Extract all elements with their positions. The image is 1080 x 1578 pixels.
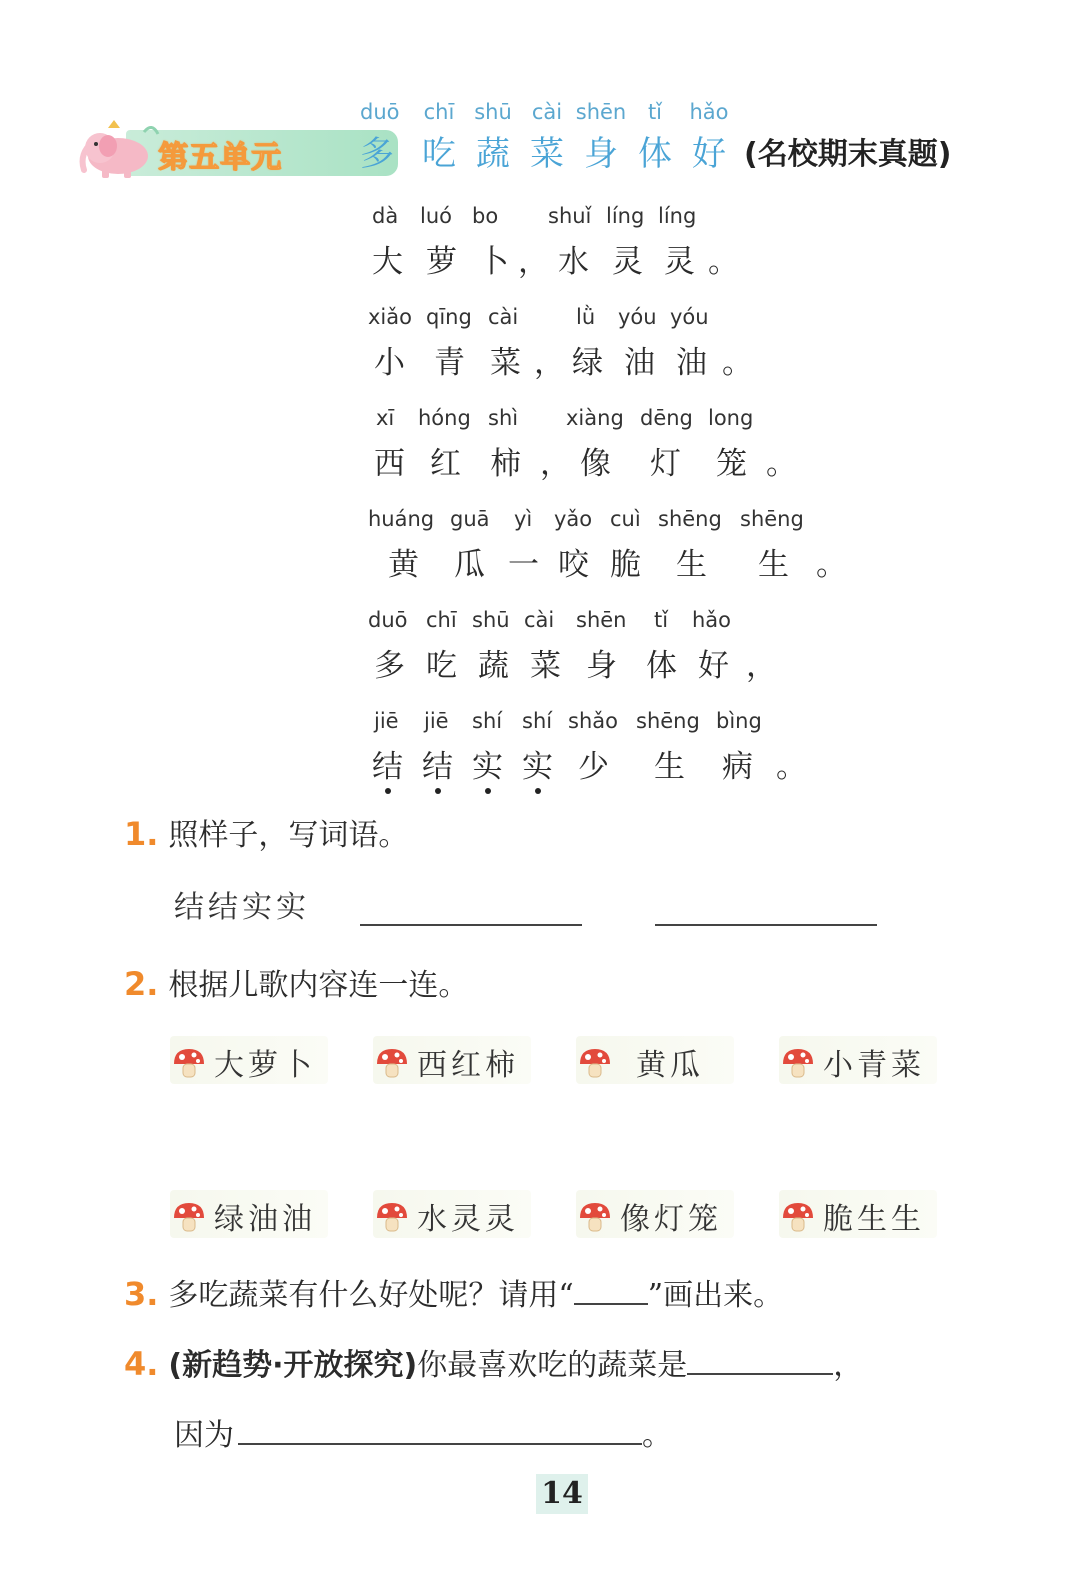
poem-char: 病	[722, 749, 753, 785]
poem-punctuation: ，	[540, 446, 571, 482]
poem-characters-row	[368, 640, 828, 684]
pinyin-syllable: yóu	[670, 305, 709, 329]
poem-punctuation: 。	[766, 446, 797, 482]
poem-char: 菜	[530, 648, 561, 684]
card-label: 绿油油	[214, 1202, 316, 1237]
vegetable-card[interactable]	[576, 1036, 734, 1084]
pinyin-syllable: líng	[658, 204, 697, 228]
poem-punctuation: ，	[518, 244, 549, 280]
pinyin-syllable: xiǎo	[368, 305, 412, 329]
question-tag: (新趋势·开放探究)	[168, 1348, 418, 1383]
poem-punctuation: ，	[534, 345, 565, 381]
title-char: 多	[360, 134, 394, 174]
poem-char: 萝	[426, 244, 457, 280]
pinyin-syllable: shǎo	[568, 709, 618, 733]
poem-char: 油	[676, 345, 707, 381]
pinyin-syllable: yì	[514, 507, 533, 531]
card-label: 小青菜	[823, 1048, 925, 1083]
poem-char: 脆	[610, 547, 641, 583]
poem-char: 菜	[490, 345, 521, 381]
mushroom-icon	[781, 1046, 815, 1080]
pinyin-syllable: shí	[472, 709, 503, 733]
poem-char: 绿	[572, 345, 603, 381]
poem-char: 瓜	[454, 547, 485, 583]
poem-char: 吃	[426, 648, 457, 684]
title-char: 吃	[422, 134, 456, 174]
poem-char: 一	[508, 547, 539, 583]
poem-char: 生	[676, 547, 707, 583]
poem-char: 油	[624, 345, 655, 381]
poem-char: 像	[580, 446, 611, 482]
poem-punctuation: 。	[722, 345, 753, 381]
title-source-tag: (名校期末真题)	[744, 136, 952, 172]
question-text: 你最喜欢吃的蔬菜是	[417, 1348, 688, 1383]
example-word: 结结实实	[174, 890, 310, 925]
card-label: 西红柿	[417, 1048, 519, 1083]
emphasis-dot	[485, 788, 491, 794]
emphasis-dot	[435, 788, 441, 794]
question-text: 因为	[174, 1418, 234, 1453]
poem-char: 灵	[664, 244, 695, 280]
poem-pinyin-row	[368, 406, 828, 434]
page-number: 14	[536, 1474, 588, 1514]
pinyin-syllable: shū	[472, 608, 510, 632]
poem-pinyin-row	[368, 305, 828, 333]
pinyin-syllable: shēng	[740, 507, 804, 531]
poem-char: 水	[558, 244, 589, 280]
poem-char: 青	[434, 345, 465, 381]
description-cards	[170, 1190, 982, 1238]
elephant-icon	[78, 118, 164, 180]
pinyin-syllable: jiē	[374, 709, 399, 733]
poem-char: 红	[430, 446, 461, 482]
mushroom-icon	[375, 1200, 409, 1234]
poem-punctuation: 。	[708, 244, 739, 280]
poem-char: 生	[654, 749, 685, 785]
mushroom-icon	[781, 1200, 815, 1234]
answer-blank-reason[interactable]	[238, 1415, 642, 1445]
question-number: 2.	[124, 965, 159, 1003]
vegetable-card[interactable]	[779, 1036, 937, 1084]
pinyin-syllable: dà	[372, 204, 399, 228]
pinyin-syllable: hóng	[418, 406, 471, 430]
poem-char: 少	[578, 749, 609, 785]
poem-char: 灵	[612, 244, 643, 280]
poem-char: 实	[472, 749, 503, 785]
question-2	[124, 960, 468, 1004]
vegetable-card[interactable]	[373, 1036, 531, 1084]
poem-line	[368, 305, 828, 406]
poem-char: 大	[372, 244, 403, 280]
pinyin-syllable: qīng	[426, 305, 472, 329]
poem-char: 柿	[490, 446, 521, 482]
emphasis-dot	[535, 788, 541, 794]
poem-char: 实	[522, 749, 553, 785]
pinyin-syllable: tǐ	[654, 608, 669, 632]
mushroom-icon	[578, 1046, 612, 1080]
unit-badge	[78, 118, 323, 180]
mushroom-icon	[172, 1046, 206, 1080]
emphasis-dot	[385, 788, 391, 794]
poem-char: 黄	[388, 547, 419, 583]
poem-line	[368, 709, 828, 810]
mushroom-icon	[375, 1046, 409, 1080]
pinyin-syllable: cuì	[610, 507, 641, 531]
poem-char: 小	[374, 345, 405, 381]
pinyin-syllable: xiàng	[566, 406, 624, 430]
poem-char: 生	[758, 547, 789, 583]
pinyin-syllable: long	[708, 406, 754, 430]
question-number: 1.	[124, 815, 159, 853]
poem-characters-row	[368, 337, 828, 381]
pinyin-syllable: yóu	[618, 305, 657, 329]
title-pinyin	[360, 100, 951, 124]
poem-punctuation: 。	[776, 749, 807, 785]
poem-characters-row	[368, 236, 828, 280]
poem-char: 蔬	[478, 648, 509, 684]
question-text: ”画出来。	[647, 1278, 784, 1313]
mushroom-icon	[172, 1200, 206, 1234]
poem-line	[368, 204, 828, 305]
title-char: 蔬	[476, 134, 510, 174]
card-label: 脆生生	[823, 1202, 925, 1237]
unit-label: 第五单元	[158, 140, 282, 175]
card-label: 大萝卜	[214, 1048, 316, 1083]
title-pinyin-syllable: tǐ	[647, 100, 663, 124]
title-pinyin-syllable: duō	[360, 100, 400, 124]
poem	[368, 204, 847, 810]
pinyin-syllable: yǎo	[554, 507, 593, 531]
title-pinyin-syllable: cài	[531, 100, 563, 124]
title-char: 身	[584, 134, 618, 174]
pinyin-syllable: jiē	[424, 709, 449, 733]
description-card[interactable]	[170, 1190, 328, 1238]
title-pinyin-syllable: shū	[474, 100, 512, 124]
question-4	[124, 1340, 863, 1384]
question-4-line-2	[174, 1410, 672, 1454]
poem-pinyin-row	[368, 608, 828, 636]
mushroom-icon	[578, 1200, 612, 1234]
pinyin-syllable: bo	[472, 204, 499, 228]
question-number: 4.	[124, 1345, 159, 1383]
pinyin-syllable: chī	[426, 608, 457, 632]
question-3	[124, 1270, 783, 1314]
card-label: 黄瓜	[636, 1048, 704, 1083]
pinyin-syllable: shēng	[658, 507, 722, 531]
poem-char: 多	[374, 648, 405, 684]
question-text: ，	[833, 1348, 864, 1383]
pinyin-syllable: shuǐ	[548, 204, 592, 228]
underline-sample	[574, 1275, 648, 1305]
pinyin-syllable: líng	[606, 204, 645, 228]
poem-char: 咬	[558, 547, 589, 583]
answer-blank-2[interactable]	[655, 924, 877, 926]
poem-characters-row	[368, 539, 847, 583]
poem-pinyin-row	[368, 204, 828, 232]
lesson-title	[360, 100, 951, 175]
pinyin-syllable: shēng	[636, 709, 700, 733]
title-pinyin-syllable: chī	[423, 100, 455, 124]
title-char: 菜	[530, 134, 564, 174]
poem-char: 笼	[716, 446, 747, 482]
poem-pinyin-row	[368, 709, 828, 737]
title-characters	[360, 126, 736, 175]
answer-blank-vegetable[interactable]	[687, 1345, 833, 1375]
card-label: 水灵灵	[417, 1202, 519, 1237]
title-pinyin-syllable: shēn	[575, 100, 627, 124]
question-1	[124, 810, 408, 854]
pinyin-syllable: shí	[522, 709, 553, 733]
poem-characters-row	[368, 438, 828, 482]
poem-punctuation: 。	[816, 547, 847, 583]
poem-punctuation: ，	[746, 648, 777, 684]
pinyin-syllable: shēn	[576, 608, 627, 632]
poem-line	[368, 507, 847, 608]
pinyin-syllable: guā	[450, 507, 490, 531]
poem-characters-row	[368, 741, 828, 785]
pinyin-syllable: dēng	[640, 406, 693, 430]
pinyin-syllable: cài	[524, 608, 555, 632]
vegetable-cards	[170, 1036, 982, 1084]
description-card[interactable]	[576, 1190, 734, 1238]
poem-line	[368, 608, 828, 709]
poem-char: 好	[698, 648, 729, 684]
title-pinyin-syllable: hǎo	[689, 100, 729, 124]
question-text: 多吃蔬菜有什么好处呢？请用“	[168, 1278, 574, 1313]
description-card[interactable]	[373, 1190, 531, 1238]
question-number: 3.	[124, 1275, 159, 1313]
pinyin-syllable: huáng	[368, 507, 435, 531]
question-text: 。	[642, 1418, 672, 1453]
pinyin-syllable: shì	[488, 406, 519, 430]
card-label: 像灯笼	[620, 1202, 722, 1237]
question-text: 根据儿歌内容连一连。	[168, 968, 469, 1003]
pinyin-syllable: cài	[488, 305, 519, 329]
pinyin-syllable: hǎo	[692, 608, 732, 632]
pinyin-syllable: lǜ	[576, 305, 596, 329]
pinyin-syllable: duō	[368, 608, 408, 632]
poem-char: 卜	[478, 244, 509, 280]
poem-char: 身	[586, 648, 617, 684]
title-char: 好	[692, 134, 726, 174]
vegetable-card[interactable]	[170, 1036, 328, 1084]
poem-pinyin-row	[368, 507, 828, 535]
description-card[interactable]	[779, 1190, 937, 1238]
poem-char: 西	[374, 446, 405, 482]
poem-char: 结	[422, 749, 453, 785]
poem-char: 灯	[650, 446, 681, 482]
pinyin-syllable: bìng	[716, 709, 762, 733]
poem-line	[368, 406, 828, 507]
pinyin-syllable: luó	[420, 204, 452, 228]
poem-char: 体	[646, 648, 677, 684]
pinyin-syllable: xī	[376, 406, 395, 430]
answer-blank-1[interactable]	[360, 924, 582, 926]
question-text: 照样子，写词语。	[168, 818, 409, 853]
title-char: 体	[638, 134, 672, 174]
poem-char: 结	[372, 749, 403, 785]
